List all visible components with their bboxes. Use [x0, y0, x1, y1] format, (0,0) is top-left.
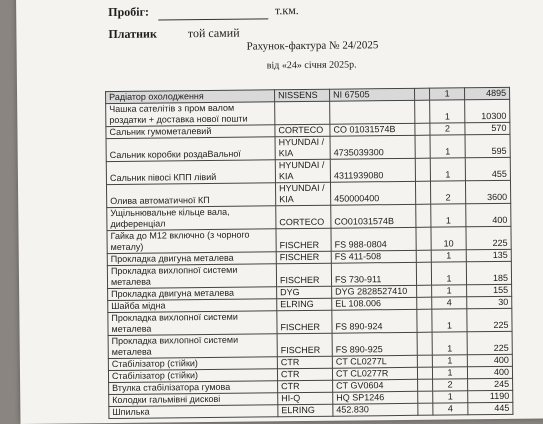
item-brand-cell: ELRING	[277, 298, 332, 311]
empty-cell	[416, 204, 431, 227]
empty-cell	[415, 181, 430, 204]
item-sum-cell: 570	[465, 122, 510, 134]
item-name-cell: Прокладка вихлопної системи металева	[107, 264, 276, 289]
item-qty-cell: 4	[433, 403, 468, 415]
item-sum-cell: 455	[465, 157, 510, 180]
item-name-cell: Шпилька	[109, 405, 278, 419]
item-qty-cell: 2	[430, 181, 465, 204]
item-sum-cell: 4895	[465, 87, 510, 99]
item-code-cell: FS 730-911	[331, 262, 416, 286]
mileage-unit: т.км.	[275, 3, 299, 17]
item-brand-cell: FISCHER	[276, 263, 331, 287]
item-brand-cell: CTR	[277, 368, 332, 381]
item-qty-cell: 1	[431, 262, 466, 285]
payer-label: Платник	[108, 27, 157, 42]
item-sum-cell: 185	[466, 261, 511, 284]
item-name-cell: Сальник гумометалевий	[106, 125, 275, 139]
item-name-cell: Стабілізатор (стійки)	[108, 357, 277, 371]
item-code-cell: FS 890-924	[332, 309, 417, 333]
item-sum-cell: 155	[467, 284, 512, 296]
item-brand-cell: HYUNDAI / KIA	[275, 159, 330, 183]
item-code-cell: EL 108.006	[332, 297, 417, 310]
empty-cell	[417, 309, 432, 332]
item-brand-cell: DYG	[277, 286, 332, 299]
item-name-cell: Шайба мідна	[108, 299, 277, 313]
item-code-cell: CO 01031574B	[330, 123, 415, 136]
item-sum-cell: 225	[467, 308, 512, 331]
item-code-cell: 452.830	[333, 403, 418, 416]
empty-cell	[418, 379, 433, 391]
item-brand-cell: HYUNDAI / KIA	[275, 136, 330, 160]
goods-table-body	[106, 87, 513, 418]
invoice-title: Рахунок-фактура № 24/2025	[247, 39, 379, 52]
item-name-cell: Гайка до М12 включно (з чорного металу)	[107, 229, 276, 254]
item-name-cell: Втулка стабілізатора гумова	[109, 381, 278, 395]
empty-cell	[417, 297, 432, 309]
empty-cell	[417, 367, 432, 379]
item-code-cell: FS 890-925	[332, 332, 417, 356]
item-sum-cell: 400	[467, 354, 512, 366]
item-name-cell: Прокладка вихлопної системи металева	[108, 311, 277, 336]
item-qty-cell: 1	[430, 135, 465, 158]
item-sum-cell: 30	[467, 296, 512, 308]
item-brand-cell	[275, 101, 330, 125]
item-brand-cell: FISCHER	[277, 310, 332, 334]
item-name-cell: Радіатор охолодження	[106, 90, 275, 104]
item-sum-cell: 10300	[465, 99, 510, 122]
item-brand-cell: CTR	[278, 380, 333, 393]
item-qty-cell: 1	[430, 88, 465, 100]
item-sum-cell: 245	[468, 378, 513, 390]
empty-cell	[415, 135, 430, 158]
payer-line	[108, 26, 239, 42]
item-code-cell: DYG 2828527410	[332, 285, 417, 298]
empty-cell	[415, 88, 430, 100]
empty-cell	[415, 100, 430, 123]
item-code-cell: 450000400	[330, 181, 415, 205]
item-qty-cell: 4	[432, 297, 467, 309]
item-sum-cell: 595	[465, 134, 510, 157]
item-code-cell: NI 67505	[330, 88, 415, 101]
item-sum-cell: 225	[466, 226, 511, 249]
item-name-cell: Колодки гальмівні дискові	[109, 393, 278, 407]
empty-cell	[416, 227, 431, 250]
item-name-cell: Сальник коробки роздаВальної	[106, 137, 275, 162]
item-name-cell: Стабілізатор (стійки)	[108, 369, 277, 383]
item-name-cell: Ущільнювальне кільце вала, диференціал	[107, 206, 276, 231]
mileage-value-blank	[158, 3, 268, 20]
item-sum-cell: 135	[466, 249, 511, 261]
item-qty-cell: 1	[431, 250, 466, 262]
item-qty-cell: 1	[432, 332, 467, 355]
item-qty-cell: 2	[433, 379, 468, 391]
item-sum-cell: 400	[467, 366, 512, 378]
item-name-cell: Олива автоматичної КП	[107, 183, 276, 208]
item-qty-cell: 1	[432, 285, 467, 297]
item-code-cell: CT CL0277L	[332, 355, 417, 368]
item-brand-cell: NISSENS	[275, 89, 330, 102]
item-brand-cell: CORTECO	[275, 124, 330, 137]
item-brand-cell: HI-Q	[278, 392, 333, 405]
item-qty-cell: 1	[433, 391, 468, 403]
item-code-cell: FS 411-508	[331, 250, 416, 263]
item-name-cell: Прокладка вихлопної системи металева	[108, 334, 277, 359]
item-code-cell: 4311939080	[330, 158, 415, 182]
item-qty-cell: 10	[431, 227, 466, 250]
item-qty-cell: 1	[430, 158, 465, 181]
item-sum-cell: 445	[468, 402, 513, 414]
mileage-line	[108, 3, 299, 21]
item-code-cell: FS 988-0804	[331, 227, 416, 251]
invoice-date: від «24» січня 2025р.	[267, 59, 357, 71]
empty-cell	[417, 355, 432, 367]
empty-cell	[417, 285, 432, 297]
item-qty-cell: 1	[431, 204, 466, 227]
invoice-paper	[16, 0, 543, 424]
empty-cell	[415, 123, 430, 135]
empty-cell	[415, 158, 430, 181]
item-brand-cell: CORTECO	[276, 205, 331, 229]
item-name-cell: Прокладка двигуна металева	[108, 287, 277, 301]
empty-cell	[418, 391, 433, 403]
item-qty-cell: 1	[432, 309, 467, 332]
item-qty-cell: 2	[430, 123, 465, 135]
item-brand-cell: FISCHER	[276, 251, 331, 264]
item-brand-cell: FISCHER	[277, 333, 332, 357]
item-sum-cell: 400	[466, 203, 511, 226]
item-brand-cell: FISCHER	[276, 228, 331, 252]
item-brand-cell: CTR	[277, 356, 332, 369]
payer-value: той самий	[188, 26, 240, 41]
item-brand-cell: HYUNDAI / KIA	[275, 182, 330, 206]
item-code-cell	[330, 100, 415, 124]
item-code-cell: HQ SP1246	[333, 391, 418, 404]
item-qty-cell: 1	[432, 355, 467, 367]
item-qty-cell: 1	[432, 367, 467, 379]
item-sum-cell: 3600	[465, 180, 510, 203]
empty-cell	[418, 403, 433, 415]
item-code-cell: CO01031574B	[331, 204, 416, 228]
mileage-label: Пробіг:	[108, 5, 149, 19]
item-code-cell: CT CL0277R	[332, 367, 417, 380]
item-brand-cell: ELRING	[278, 404, 333, 417]
item-qty-cell: 1	[430, 100, 465, 123]
item-code-cell: CT GV0604	[333, 379, 418, 392]
item-sum-cell: 1190	[468, 390, 513, 402]
item-sum-cell: 225	[467, 331, 512, 354]
item-name-cell: Чашка сателітів з пром валом роздатки + доставка нової пошти	[106, 102, 275, 127]
item-name-cell: Прокладка двигуна металева	[107, 252, 276, 266]
empty-cell	[416, 250, 431, 262]
goods-table	[105, 87, 513, 419]
item-name-cell: Сальник півосі КПП лівий	[106, 160, 275, 185]
item-code-cell: 4735039300	[330, 135, 415, 159]
empty-cell	[417, 332, 432, 355]
empty-cell	[416, 262, 431, 285]
